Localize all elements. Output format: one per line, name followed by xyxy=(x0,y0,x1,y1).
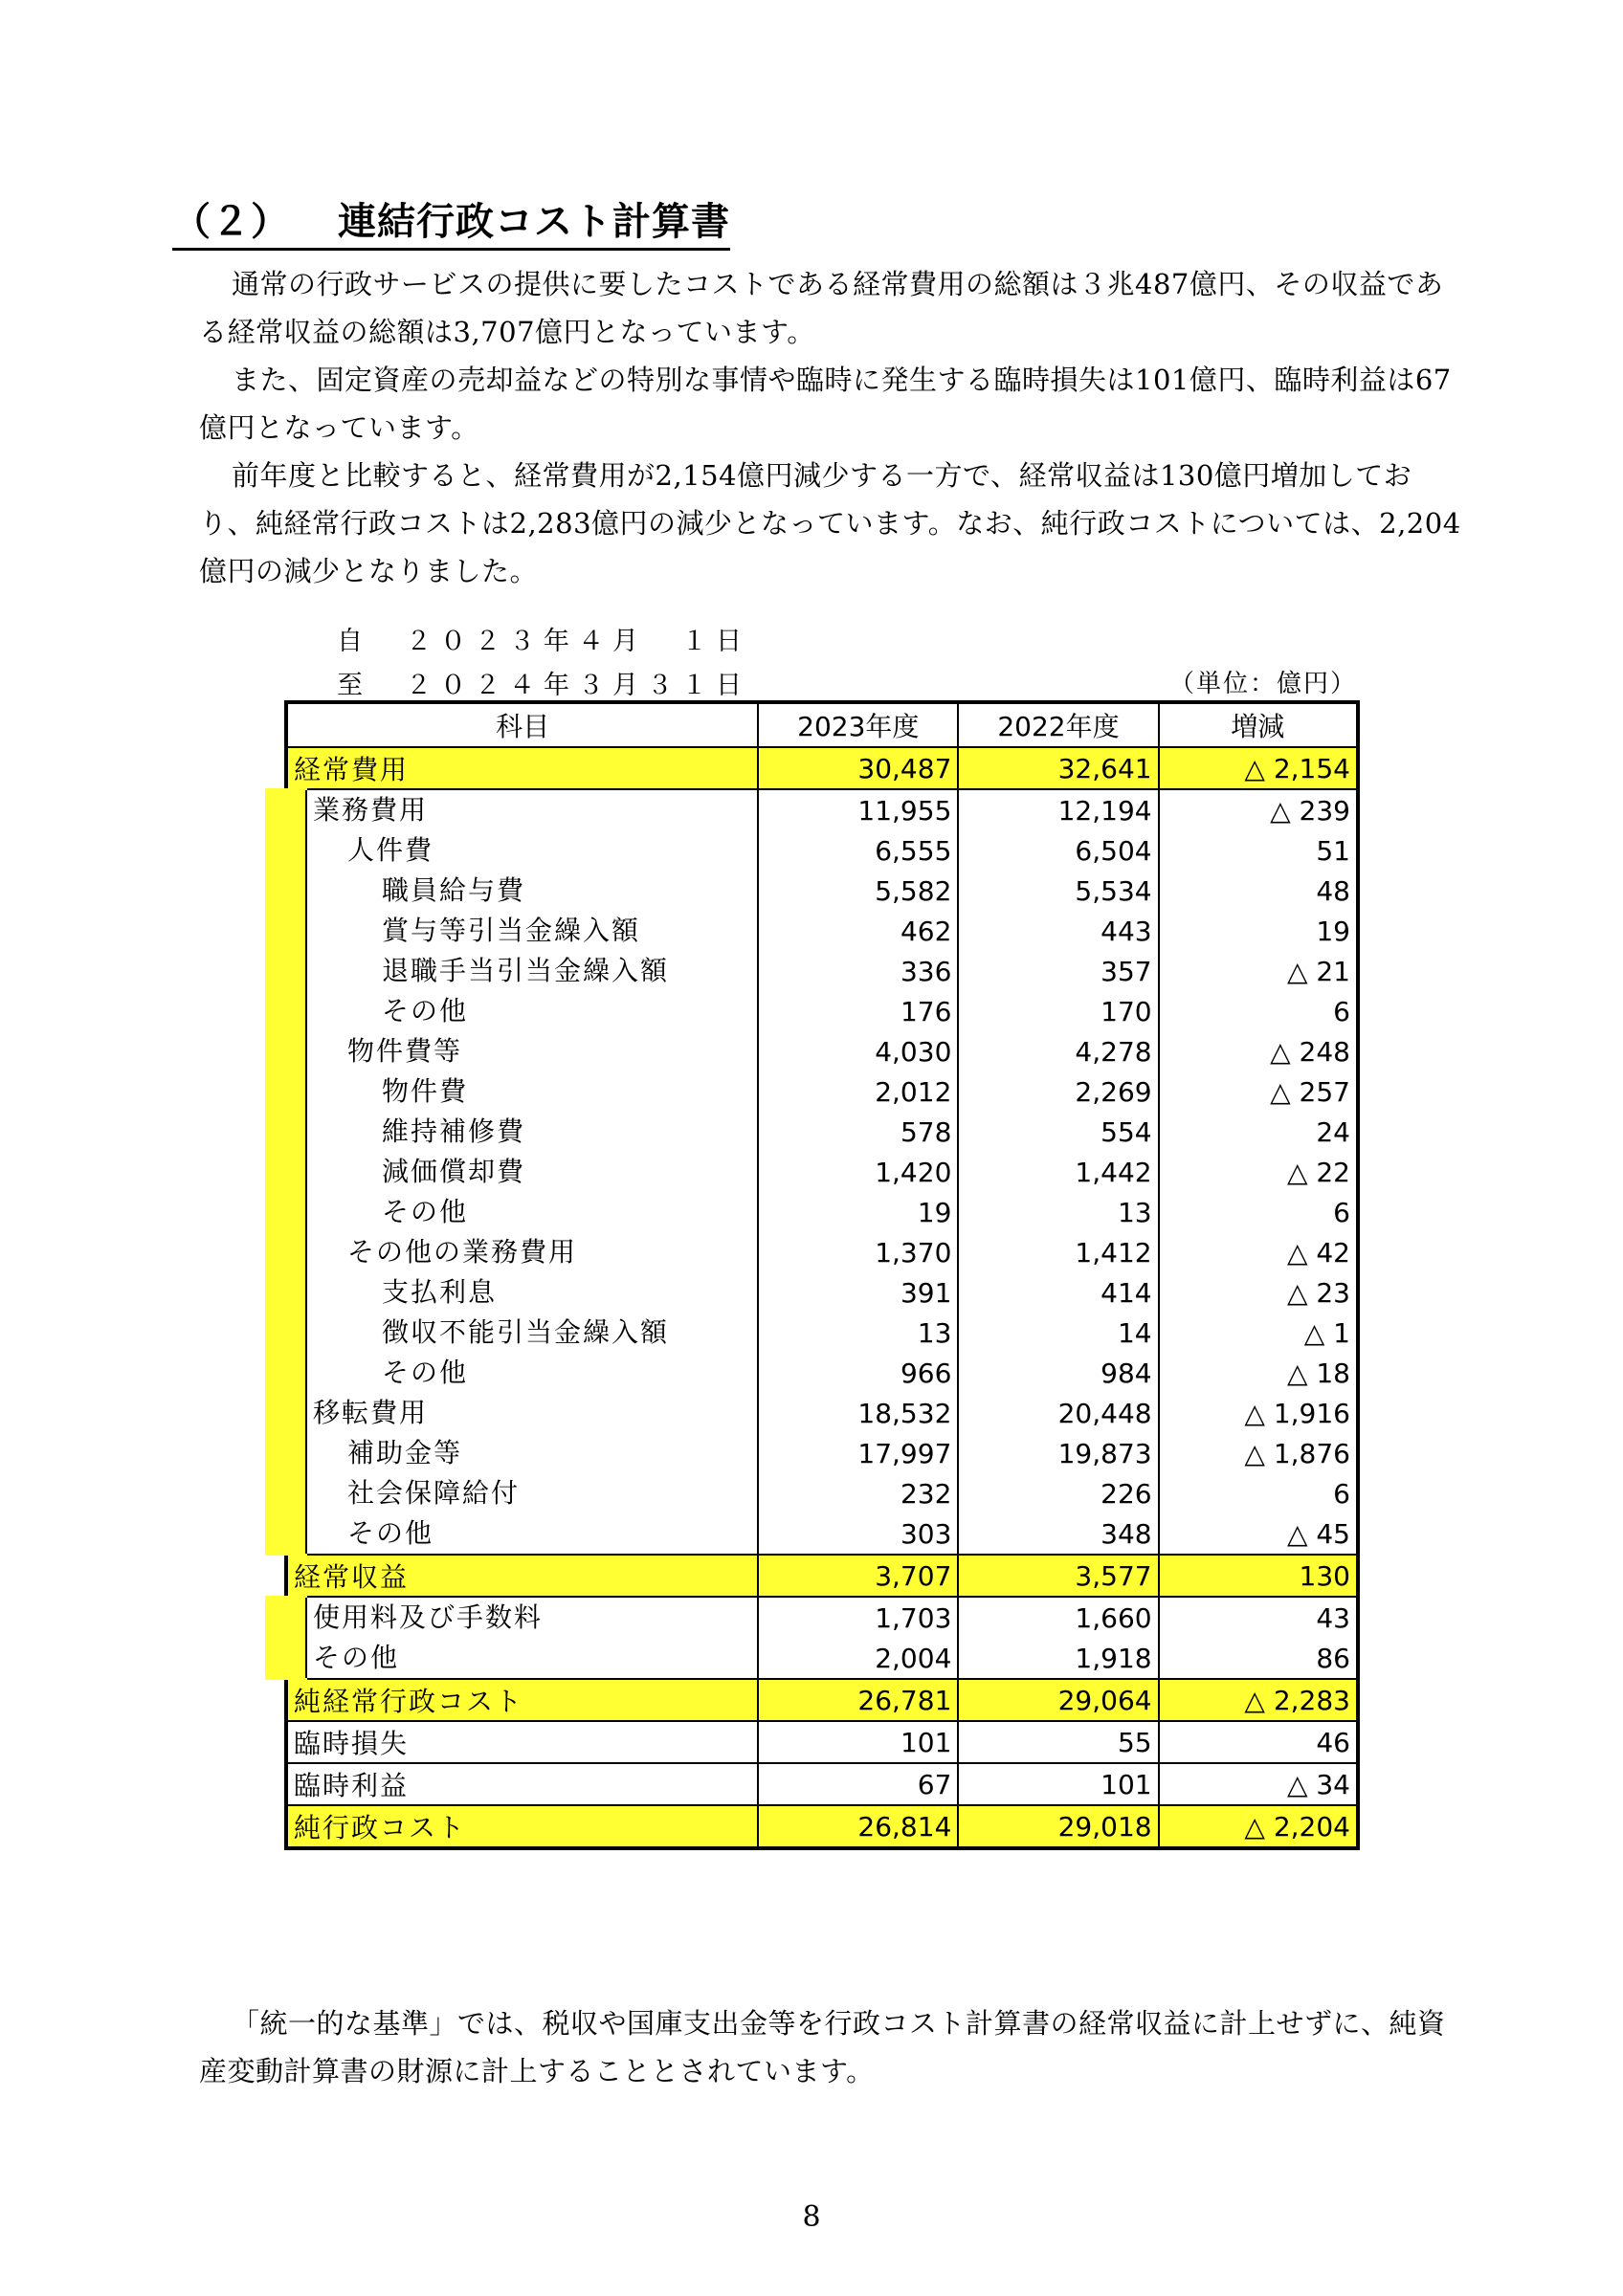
value-diff: △ 1 xyxy=(1159,1313,1358,1353)
value-2022: 4,278 xyxy=(958,1031,1158,1071)
value-diff: △ 45 xyxy=(1159,1513,1358,1555)
value-2023: 13 xyxy=(758,1313,958,1353)
value-2022: 6,504 xyxy=(958,830,1158,871)
value-2022: 443 xyxy=(958,911,1158,951)
table-row xyxy=(286,1638,1358,1679)
value-diff: 46 xyxy=(1159,1721,1358,1763)
value-2022: 1,442 xyxy=(958,1152,1158,1192)
value-diff: △ 2,204 xyxy=(1159,1805,1358,1848)
row-label-text: 物件費等 xyxy=(305,1031,462,1071)
row-label-text: 退職手当引当金繰入額 xyxy=(305,951,669,991)
table-row xyxy=(286,1353,1358,1393)
row-label-text: 物件費 xyxy=(305,1071,468,1112)
table-row xyxy=(286,1763,1358,1805)
row-label xyxy=(286,1272,758,1313)
row-label xyxy=(286,911,758,951)
period-to: 至 ２０２４年３月３１日 xyxy=(337,671,750,700)
row-label xyxy=(286,951,758,991)
table-row xyxy=(286,1031,1358,1071)
value-2023: 966 xyxy=(758,1353,958,1393)
row-label xyxy=(286,991,758,1031)
header-item: 科目 xyxy=(286,702,758,747)
row-label: 臨時利益 xyxy=(286,1763,758,1805)
paragraph-3: 前年度と比較すると、経常費用が2,154億円減少する一方で、経常収益は130億円増加しており、純経常行政コストは2,283億円の減少となっています。なお、純行政コストについては、2,204億円の減少となりました。 xyxy=(199,459,1461,587)
row-label-text: 賞与等引当金繰入額 xyxy=(305,911,640,951)
value-2023: 30,487 xyxy=(758,747,958,789)
row-label xyxy=(286,1031,758,1071)
value-2023: 462 xyxy=(758,911,958,951)
value-diff: 19 xyxy=(1159,911,1358,951)
table-header-row xyxy=(286,702,1358,747)
value-2023: 19 xyxy=(758,1192,958,1232)
row-label-text: 支払利息 xyxy=(305,1272,497,1313)
section-heading xyxy=(172,191,730,251)
row-label xyxy=(286,1192,758,1232)
row-label: 純経常行政コスト xyxy=(286,1679,758,1721)
table-row xyxy=(286,1272,1358,1313)
value-2023: 11,955 xyxy=(758,789,958,830)
value-2023: 18,532 xyxy=(758,1393,958,1433)
value-2023: 1,420 xyxy=(758,1152,958,1192)
row-label xyxy=(286,1433,758,1473)
table-row xyxy=(286,1152,1358,1192)
value-diff: △ 1,876 xyxy=(1159,1433,1358,1473)
row-label xyxy=(286,1232,758,1272)
value-2022: 357 xyxy=(958,951,1158,991)
period-from: 自 ２０２３年４月 １日 xyxy=(337,627,750,656)
table-row xyxy=(286,1433,1358,1473)
value-2023: 67 xyxy=(758,1763,958,1805)
value-diff: △ 248 xyxy=(1159,1031,1358,1071)
value-diff: 24 xyxy=(1159,1112,1358,1152)
table-row xyxy=(286,1805,1358,1848)
value-2023: 26,781 xyxy=(758,1679,958,1721)
value-2022: 20,448 xyxy=(958,1393,1158,1433)
value-2023: 232 xyxy=(758,1473,958,1513)
value-2022: 226 xyxy=(958,1473,1158,1513)
row-label xyxy=(286,1473,758,1513)
row-label xyxy=(286,1513,758,1555)
header-diff: 増減 xyxy=(1159,702,1358,747)
row-label-text: 職員給与費 xyxy=(305,871,525,911)
table-body xyxy=(286,747,1358,1848)
cost-table xyxy=(265,700,1360,1850)
table-row xyxy=(286,1071,1358,1112)
row-label: 経常収益 xyxy=(286,1555,758,1597)
table-row xyxy=(286,951,1358,991)
row-label xyxy=(286,871,758,911)
value-diff: 51 xyxy=(1159,830,1358,871)
value-2023: 391 xyxy=(758,1272,958,1313)
table-row xyxy=(286,1679,1358,1721)
value-diff: △ 257 xyxy=(1159,1071,1358,1112)
value-2022: 29,064 xyxy=(958,1679,1158,1721)
value-2022: 1,412 xyxy=(958,1232,1158,1272)
value-diff: △ 2,283 xyxy=(1159,1679,1358,1721)
table-row xyxy=(286,1555,1358,1597)
value-diff: 43 xyxy=(1159,1597,1358,1638)
value-diff: △ 1,916 xyxy=(1159,1393,1358,1433)
row-label: 臨時損失 xyxy=(286,1721,758,1763)
row-label-text: 減価償却費 xyxy=(305,1152,525,1192)
table-row xyxy=(286,991,1358,1031)
row-label xyxy=(286,1597,758,1638)
value-2022: 12,194 xyxy=(958,789,1158,830)
value-2022: 170 xyxy=(958,991,1158,1031)
value-2022: 19,873 xyxy=(958,1433,1158,1473)
value-2023: 101 xyxy=(758,1721,958,1763)
value-2022: 554 xyxy=(958,1112,1158,1152)
value-2023: 3,707 xyxy=(758,1555,958,1597)
value-diff: 6 xyxy=(1159,1192,1358,1232)
value-2023: 176 xyxy=(758,991,958,1031)
value-2023: 1,703 xyxy=(758,1597,958,1638)
value-diff: 6 xyxy=(1159,991,1358,1031)
table-row xyxy=(286,871,1358,911)
row-label-text: その他 xyxy=(305,1638,399,1678)
value-diff: 130 xyxy=(1159,1555,1358,1597)
value-2022: 55 xyxy=(958,1721,1158,1763)
table-row xyxy=(286,830,1358,871)
value-2022: 414 xyxy=(958,1272,1158,1313)
value-2022: 348 xyxy=(958,1513,1158,1555)
value-diff: △ 34 xyxy=(1159,1763,1358,1805)
value-diff: 48 xyxy=(1159,871,1358,911)
value-2022: 13 xyxy=(958,1192,1158,1232)
table-row xyxy=(286,747,1358,789)
table-row xyxy=(286,911,1358,951)
row-label xyxy=(286,1112,758,1152)
row-label xyxy=(286,1152,758,1192)
row-label-text: 人件費 xyxy=(305,830,434,871)
value-2023: 336 xyxy=(758,951,958,991)
row-label-text: 維持補修費 xyxy=(305,1112,525,1152)
value-2022: 1,918 xyxy=(958,1638,1158,1679)
value-diff: 6 xyxy=(1159,1473,1358,1513)
value-2022: 3,577 xyxy=(958,1555,1158,1597)
table-row xyxy=(286,1597,1358,1638)
value-diff: 86 xyxy=(1159,1638,1358,1679)
value-diff: △ 42 xyxy=(1159,1232,1358,1272)
value-2023: 17,997 xyxy=(758,1433,958,1473)
paragraph-1: 通常の行政サービスの提供に要したコストである経常費用の総額は３兆487億円、その収益である経常収益の総額は3,707億円となっています。 xyxy=(199,268,1444,348)
table-row xyxy=(286,1313,1358,1353)
value-diff: △ 21 xyxy=(1159,951,1358,991)
value-2023: 5,582 xyxy=(758,871,958,911)
row-label-text: その他 xyxy=(305,1513,434,1554)
row-label-text: 使用料及び手数料 xyxy=(305,1598,543,1638)
table-row xyxy=(286,1192,1358,1232)
table-row xyxy=(286,789,1358,830)
table-row xyxy=(286,1513,1358,1555)
row-label-text: その他 xyxy=(305,1192,468,1232)
section-number: （２） xyxy=(172,200,290,244)
value-2023: 6,555 xyxy=(758,830,958,871)
value-2022: 1,660 xyxy=(958,1597,1158,1638)
row-label xyxy=(286,1071,758,1112)
value-2022: 101 xyxy=(958,1763,1158,1805)
value-2023: 2,004 xyxy=(758,1638,958,1679)
row-label-text: 社会保障給付 xyxy=(305,1473,520,1513)
row-label-text: 徴収不能引当金繰入額 xyxy=(305,1313,669,1353)
row-label: 経常費用 xyxy=(286,747,758,789)
value-2022: 14 xyxy=(958,1313,1158,1353)
value-2023: 578 xyxy=(758,1112,958,1152)
value-2022: 5,534 xyxy=(958,871,1158,911)
section-title: 連結行政コスト計算書 xyxy=(338,200,730,244)
table-row xyxy=(286,1112,1358,1152)
value-diff: △ 2,154 xyxy=(1159,747,1358,789)
header-2022: 2022年度 xyxy=(958,702,1158,747)
value-2022: 32,641 xyxy=(958,747,1158,789)
row-label: 純行政コスト xyxy=(286,1805,758,1848)
row-label xyxy=(286,1353,758,1393)
value-diff: △ 18 xyxy=(1159,1353,1358,1393)
table-row xyxy=(286,1232,1358,1272)
row-label-text: 補助金等 xyxy=(305,1433,462,1473)
value-2023: 4,030 xyxy=(758,1031,958,1071)
value-2023: 2,012 xyxy=(758,1071,958,1112)
value-2023: 26,814 xyxy=(758,1805,958,1848)
row-label xyxy=(286,1313,758,1353)
paragraph-2: また、固定資産の売却益などの特別な事情や臨時に発生する臨時損失は101億円、臨時利益は67億円となっています。 xyxy=(199,364,1452,444)
row-label xyxy=(286,1638,758,1679)
row-label xyxy=(286,789,758,830)
row-label-text: その他の業務費用 xyxy=(305,1232,577,1272)
table-row xyxy=(286,1721,1358,1763)
header-2023: 2023年度 xyxy=(758,702,958,747)
row-label-text: その他 xyxy=(305,1353,468,1393)
value-2022: 29,018 xyxy=(958,1805,1158,1848)
row-label xyxy=(286,1393,758,1433)
note-paragraph: 「統一的な基準」では、税収や国庫支出金等を行政コスト計算書の経常収益に計上せずに、純資産変動計算書の財源に計上することとされています。 xyxy=(199,2007,1446,2087)
value-diff: △ 23 xyxy=(1159,1272,1358,1313)
value-2022: 984 xyxy=(958,1353,1158,1393)
page-number: 8 xyxy=(802,2200,821,2234)
row-label-text: 移転費用 xyxy=(305,1393,428,1433)
row-label-text: その他 xyxy=(305,991,468,1031)
row-label-text: 業務費用 xyxy=(305,790,428,830)
unit-label: （単位：億円） xyxy=(1168,670,1357,698)
value-diff: △ 22 xyxy=(1159,1152,1358,1192)
value-2022: 2,269 xyxy=(958,1071,1158,1112)
table-row xyxy=(286,1473,1358,1513)
value-2023: 303 xyxy=(758,1513,958,1555)
value-2023: 1,370 xyxy=(758,1232,958,1272)
value-diff: △ 239 xyxy=(1159,789,1358,830)
table-row xyxy=(286,1393,1358,1433)
row-label xyxy=(286,830,758,871)
